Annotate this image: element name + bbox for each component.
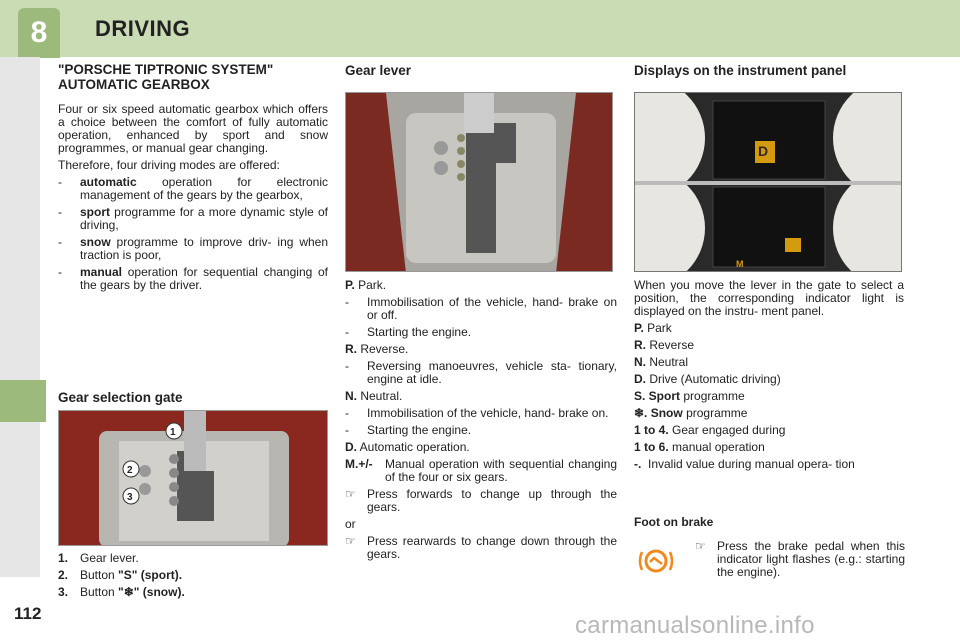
- watermark: carmanualsonline.info: [575, 612, 815, 639]
- page-title: DRIVING: [95, 16, 191, 41]
- legend-item: S. Sport programme: [634, 389, 745, 403]
- displays-heading-wrap: [634, 63, 904, 78]
- gear-item: - Immobilisation of the vehicle, hand- brake on or off.: [345, 295, 617, 322]
- callout-item: 3. Button "❄" (snow).: [58, 585, 185, 599]
- mode-item: - snow programme to improve driv- ing when traction is poor,: [58, 235, 328, 262]
- legend-item: R. Reverse: [634, 338, 695, 352]
- gear-item: ☞ Press forwards to change up through the gears.: [345, 487, 617, 514]
- gearbox-intro: Four or six speed automatic gearbox which offers a choice between the comfort of fully automatic operation, enhanced by sport and snow programmes, or manual gear changing.: [58, 102, 328, 155]
- gear-item: - Starting the engine.: [345, 325, 472, 339]
- chapter-number: 8: [18, 8, 60, 58]
- cluster-gate-letter: D: [785, 239, 792, 249]
- cluster-top-letter: D: [758, 143, 769, 159]
- gear-gate-photo: [58, 410, 328, 546]
- legend-item: -. Invalid value during manual opera- tion: [634, 457, 855, 471]
- displays-text: [634, 279, 904, 475]
- page-number: 112: [14, 604, 42, 623]
- gear-item: - Immobilisation of the vehicle, hand- brake on.: [345, 406, 609, 420]
- callout-item: 2. Button "S" (sport).: [58, 568, 183, 582]
- mode-item: - sport programme for a more dynamic style of driving,: [58, 205, 328, 232]
- brake-text-wrap: [695, 540, 905, 583]
- displays-heading: Displays on the instrument panel: [634, 63, 847, 78]
- brake-warning-icon: [636, 546, 676, 576]
- modes-intro: Therefore, four driving modes are offered:: [58, 158, 280, 172]
- pointer-icon: ☞: [345, 487, 356, 501]
- callout-item: 1. Gear lever.: [58, 551, 139, 565]
- gear-item: N. Neutral.: [345, 389, 403, 403]
- legend-item: ❄. Snow programme: [634, 406, 748, 420]
- gearbox-heading: "PORSCHE TIPTRONIC SYSTEM" AUTOMATIC GEARBOX: [58, 62, 274, 92]
- gear-item: or: [345, 517, 356, 531]
- page-header: [0, 0, 960, 57]
- displays-intro: When you move the lever in the gate to select a position, the corresponding indicator light is displayed on the instru- ment panel.: [634, 278, 904, 318]
- gate-heading-wrap: [58, 390, 328, 405]
- gear-item: P. Park.: [345, 278, 387, 292]
- pointer-icon: ☞: [345, 534, 356, 548]
- gear-lever-list: [345, 279, 617, 565]
- gear-lever-heading: Gear lever: [345, 63, 412, 78]
- legend-item: 1 to 4. Gear engaged during: [634, 423, 786, 437]
- sidebar-active-tab[interactable]: [0, 380, 46, 422]
- legend-item: P. Park: [634, 321, 672, 335]
- sidebar-strip: [0, 57, 40, 577]
- instrument-cluster-photo: [634, 92, 902, 272]
- gear-item: M.+/- Manual operation with sequential changing of the four or six gears.: [345, 457, 617, 484]
- pointer-icon: ☞: [695, 539, 706, 553]
- gear-item: R. Reverse.: [345, 342, 409, 356]
- callout-list: [58, 552, 328, 603]
- gear-lever-photo: [345, 92, 613, 272]
- callout-label: 1: [170, 427, 176, 438]
- legend-item: D. Drive (Automatic driving): [634, 372, 781, 386]
- brake-heading-wrap: [634, 515, 904, 530]
- gear-item: ☞ Press rearwards to change down through the gears.: [345, 534, 617, 561]
- gear-item: - Starting the engine.: [345, 423, 472, 437]
- gear-item: - Reversing manoeuvres, vehicle sta- tionary, engine at idle.: [345, 359, 617, 386]
- cluster-bottom-letter: M: [736, 259, 744, 269]
- gear-item: D. Automatic operation.: [345, 440, 470, 454]
- gear-lever-heading-wrap: [345, 63, 617, 78]
- legend-item: 1 to 6. manual operation: [634, 440, 765, 454]
- callout-label: 2: [127, 465, 133, 476]
- gate-heading: Gear selection gate: [58, 390, 183, 405]
- mode-item: - manual operation for sequential changing of the gears by the driver.: [58, 265, 328, 292]
- column-gearbox: [58, 62, 328, 296]
- brake-instruction: ☞ Press the brake pedal when this indicator light flashes (e.g.: starting the engine).: [695, 539, 905, 579]
- callout-label: 3: [127, 492, 133, 503]
- legend-item: N. Neutral: [634, 355, 689, 369]
- mode-item: - automatic operation for electronic management of the gears by the gearbox,: [58, 175, 328, 202]
- brake-heading: Foot on brake: [634, 515, 714, 529]
